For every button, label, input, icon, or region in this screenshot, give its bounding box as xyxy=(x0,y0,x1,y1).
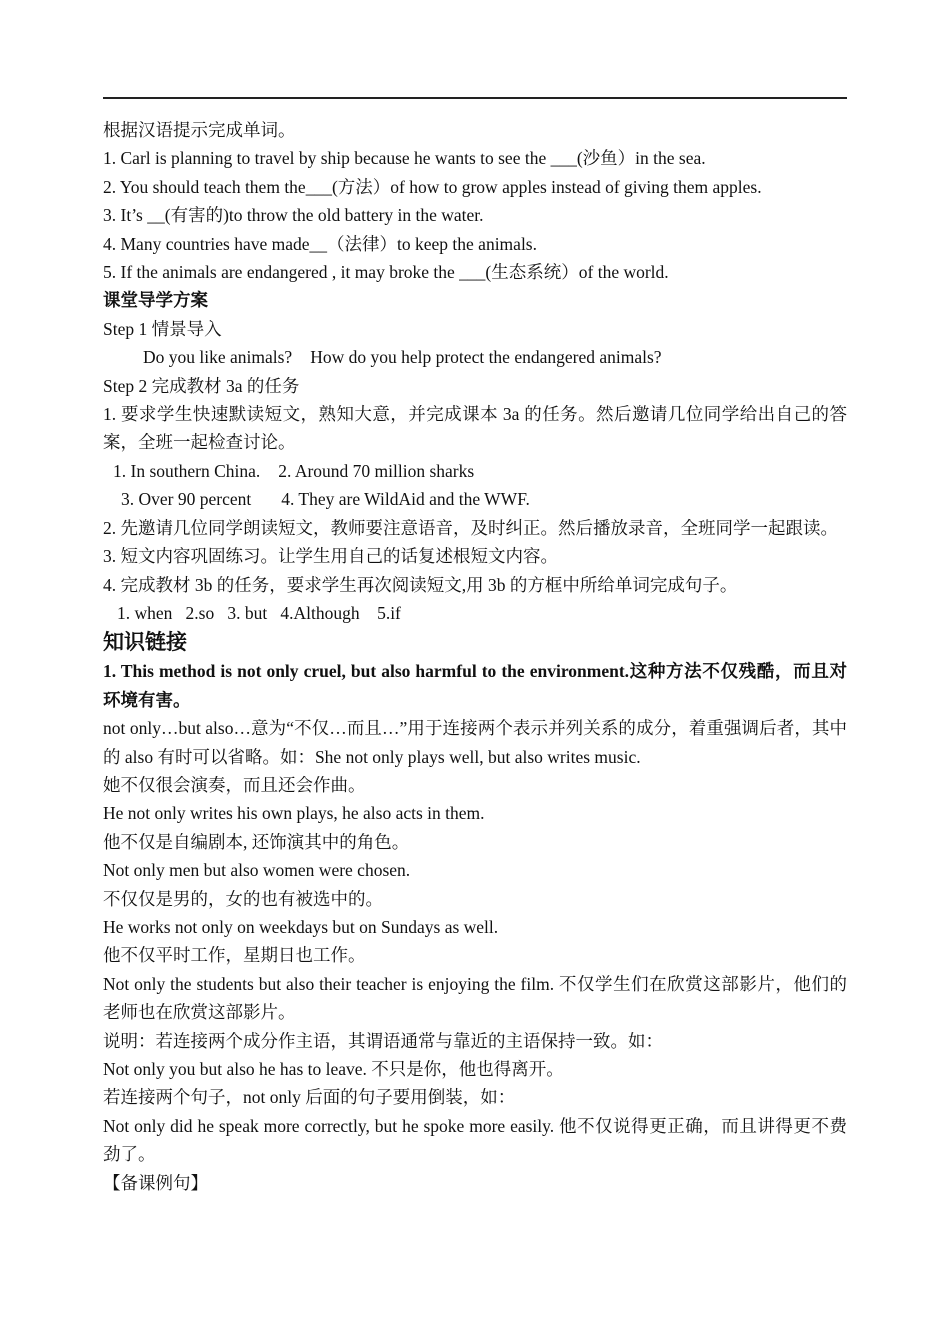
knowledge-point-1: 1. This method is not only cruel, but also harmful to the environment.这种方法不仅残酷，而且对环境有害。 xyxy=(103,661,847,710)
note-1: 说明：若连接两个成分作主语，其谓语通常与靠近的主语保持一致。如： xyxy=(103,1030,663,1051)
task-2: 2. 先邀请几位同学朗读短文，教师要注意语音，及时纠正。然后播放录音，全班同学一起跟读。 xyxy=(103,517,838,538)
plan-title: 课堂导学方案 xyxy=(103,290,208,311)
knowledge-explanation: not only…but also…意为“不仅…而且…”用于连接两个表示并列关系的成分，着重强调后者，其中的 also 有时可以省略。如：She not only plays well, but also writes music. xyxy=(103,718,847,767)
task-4: 4. 完成教材 3b 的任务，要求学生再次阅读短文,用 3b 的方框中所给单词完成句子。 xyxy=(103,574,738,595)
exercise-item-3: 3. It’s __(有害的)to throw the old battery in the water. xyxy=(103,205,484,226)
task-1: 1. 要求学生快速默读短文，熟知大意，并完成课本 3a 的任务。然后邀请几位同学给出自己的答案，全班一起检查讨论。 xyxy=(103,404,847,453)
section-footer: 【备课例句】 xyxy=(103,1172,208,1193)
answer-3a-2: 2. Around 70 million sharks xyxy=(278,460,475,481)
answers-3a-row-2 xyxy=(103,485,847,513)
step2-heading: Step 2 完成教材 3a 的任务 xyxy=(103,375,300,396)
knowledge-title: 知识链接 xyxy=(103,630,187,655)
note-2: 若连接两个句子，not only 后面的句子要用倒装，如： xyxy=(103,1087,516,1108)
example-2-en: He not only writes his own plays, he also acts in them. xyxy=(103,803,485,824)
answers-3a-row-1 xyxy=(103,457,847,485)
exercise-item-2: 2. You should teach them the___(方法）of how to grow apples instead of giving them apples. xyxy=(103,176,762,197)
answer-3a-4: 4. They are WildAid and the WWF. xyxy=(281,489,530,510)
step1-heading: Step 1 情景导入 xyxy=(103,318,222,339)
exercise-item-5: 5. If the animals are endangered , it may broke the ___(生态系统）of the world. xyxy=(103,262,669,283)
exercise-instruction: 根据汉语提示完成单词。 xyxy=(103,120,296,140)
example-3-en: Not only men but also women were chosen. xyxy=(103,860,411,881)
example-4-cn: 他不仅平时工作，星期日也工作。 xyxy=(103,945,366,966)
example-4-en: He works not only on weekdays but on Sundays as well. xyxy=(103,916,499,937)
exercise-item-1: 1. Carl is planning to travel by ship because he wants to see the ___(沙鱼）in the sea. xyxy=(103,148,706,169)
answers-3b: 1. when 2.so 3. but 4.Although 5.if xyxy=(117,602,401,623)
example-3-cn: 不仅仅是男的，女的也有被选中的。 xyxy=(103,888,383,909)
example-2-cn: 他不仅是自编剧本, 还饰演其中的角色。 xyxy=(103,831,410,852)
document-body xyxy=(103,116,847,1197)
example-7: Not only did he speak more correctly, but he spoke more easily. 他不仅说得更正确，而且讲得更不费劲了。 xyxy=(103,1115,847,1165)
step1-question-1: Do you like animals? xyxy=(143,347,293,368)
exercise-item-4: 4. Many countries have made__（法律）to keep the animals. xyxy=(103,233,537,254)
answer-3a-1: 1. In southern China. xyxy=(113,460,261,481)
example-5: Not only the students but also their teacher is enjoying the film. 不仅学生们在欣赏这部影片，他们的老师也在欣赏这部影片。 xyxy=(103,973,847,1023)
step1-question-2: How do you help protect the endangered animals? xyxy=(310,347,662,368)
answer-3a-3: 3. Over 90 percent xyxy=(121,489,252,510)
step1-questions xyxy=(103,343,847,371)
header-rule xyxy=(103,97,847,99)
example-6: Not only you but also he has to leave. 不只是你，他也得离开。 xyxy=(103,1059,564,1079)
task-3: 3. 短文内容巩固练习。让学生用自己的话复述根短文内容。 xyxy=(103,546,558,567)
example-1-cn: 她不仅很会演奏，而且还会作曲。 xyxy=(103,774,366,795)
